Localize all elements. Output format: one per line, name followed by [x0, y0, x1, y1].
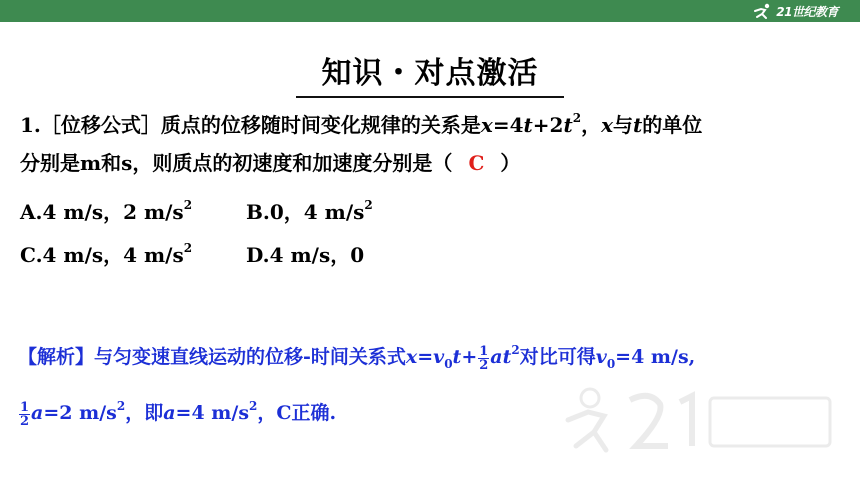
analysis-text: ，即	[125, 402, 164, 424]
var-a: a	[31, 402, 44, 424]
fraction	[19, 401, 30, 428]
analysis-value: =2 m/s	[43, 402, 117, 424]
fraction-numerator: 1	[20, 399, 30, 415]
option-b-text: B.0，4 m/s	[246, 200, 365, 224]
analysis-line-1	[18, 342, 695, 372]
superscript: 2	[183, 198, 193, 213]
option-d-text: D.4 m/s，0	[246, 243, 365, 267]
analysis-text: 【解析】与匀变速直线运动的位移-时间关系式	[18, 346, 406, 368]
question-unit: 的单位	[642, 113, 703, 137]
fraction	[478, 345, 489, 372]
option-b[interactable]	[246, 197, 373, 227]
superscript: 2	[249, 398, 258, 413]
analysis-line-2	[18, 398, 336, 428]
watermark-logo	[560, 380, 840, 460]
fraction-denominator: 2	[20, 413, 30, 429]
question-paren-close: ）	[500, 151, 521, 175]
var-t: t	[563, 113, 573, 137]
header-bar	[0, 0, 860, 22]
fraction-denominator: 2	[479, 357, 489, 373]
question-plus: +2	[532, 113, 564, 137]
var-a: a	[163, 402, 176, 424]
var-x: x	[601, 113, 613, 137]
question-line-1	[20, 110, 702, 140]
analysis-value: =4 m/s,	[615, 346, 696, 368]
var-t: t	[523, 113, 533, 137]
option-a[interactable]	[20, 197, 192, 227]
question-and: 与	[613, 113, 633, 137]
superscript: 2	[511, 342, 520, 357]
question-text: 分别是m和s，则质点的初速度和加速度分别是（	[20, 151, 453, 175]
question-line-2	[20, 148, 520, 178]
answer-mark: C	[468, 151, 485, 175]
title-underline	[296, 96, 564, 98]
var-t: t	[633, 113, 643, 137]
slide-title: 知识・对点激活	[321, 56, 539, 91]
option-a-text: A.4 m/s，2 m/s	[20, 200, 184, 224]
var-at: at	[490, 346, 512, 368]
analysis-eq: =	[417, 346, 434, 368]
analysis-value: =4 m/s	[175, 402, 250, 424]
runner-icon	[752, 3, 774, 19]
var-v: v	[595, 346, 607, 368]
fraction-numerator: 1	[479, 343, 489, 359]
question-text: 1.［位移公式］质点的位移随时间变化规律的关系是	[20, 113, 481, 137]
analysis-text: ，C正确.	[257, 402, 337, 424]
question-comma: ，	[581, 113, 602, 137]
var-x: x	[405, 346, 418, 368]
question-eq: =4	[492, 113, 524, 137]
option-d[interactable]	[246, 240, 364, 270]
brand-text: 21世纪教育	[776, 4, 838, 19]
analysis-text: 对比可得	[519, 346, 596, 368]
var-x: x	[480, 113, 493, 137]
var-v: v	[433, 346, 445, 368]
subscript: 0	[444, 356, 453, 371]
superscript: 2	[183, 241, 193, 256]
var-t: t	[452, 346, 462, 368]
option-c-text: C.4 m/s，4 m/s	[20, 243, 184, 267]
subscript: 0	[606, 356, 616, 371]
brand-logo	[752, 2, 838, 20]
superscript: 2	[572, 111, 582, 126]
analysis-plus: +	[461, 346, 478, 368]
superscript: 2	[364, 198, 373, 213]
superscript: 2	[116, 398, 126, 413]
option-c[interactable]	[20, 240, 192, 270]
